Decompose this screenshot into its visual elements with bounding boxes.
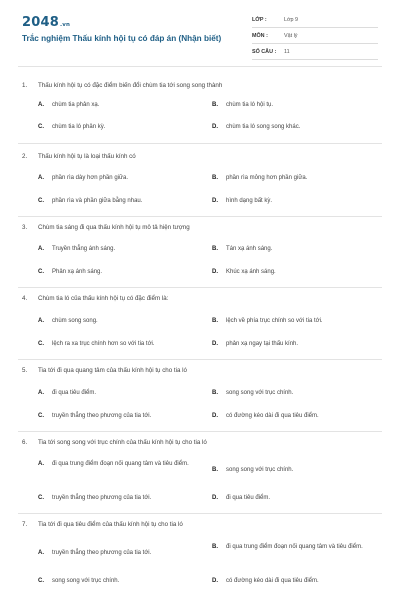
answer-option-a[interactable]: [38, 101, 208, 110]
option-text: có đường kéo dài đi qua tiêu điểm.: [226, 413, 319, 419]
option-letter: D.: [212, 495, 218, 502]
question-number: 7.: [22, 521, 28, 528]
answer-option-c[interactable]: [38, 577, 208, 586]
answer-option-a[interactable]: [38, 317, 208, 326]
meta-value: 11: [284, 49, 290, 55]
option-letter: A.: [38, 390, 44, 397]
answer-option-c[interactable]: [38, 123, 208, 132]
question-text: [22, 295, 168, 302]
option-letter: D.: [212, 578, 218, 585]
question-number: 5.: [22, 367, 28, 374]
question-text: [22, 224, 190, 231]
answer-option-c[interactable]: [38, 412, 208, 421]
meta-row-subject: [252, 30, 378, 44]
option-letter: B.: [212, 390, 218, 397]
option-letter: B.: [212, 102, 218, 109]
question-text: [22, 82, 222, 89]
answer-option-d[interactable]: [212, 577, 382, 586]
option-letter: D.: [212, 269, 218, 276]
answer-option-b[interactable]: [212, 466, 382, 475]
option-text: chùm song song.: [52, 318, 98, 324]
option-letter: C.: [38, 269, 44, 276]
meta-label: LỚP :: [252, 17, 267, 23]
section-divider: [18, 431, 382, 432]
meta-row-count: [252, 46, 378, 60]
question-text: [22, 521, 183, 528]
section-divider: [18, 287, 382, 288]
answer-option-b[interactable]: [212, 245, 382, 254]
option-letter: D.: [212, 124, 218, 131]
option-text: truyền thẳng theo phương của tia tới.: [52, 413, 152, 419]
option-text: song song với trục chính.: [226, 390, 294, 396]
option-letter: D.: [212, 198, 218, 205]
answer-option-d[interactable]: [212, 123, 382, 132]
option-text: Tán xạ ánh sáng.: [226, 246, 273, 252]
section-divider: [18, 216, 382, 217]
option-letter: D.: [212, 413, 218, 420]
option-text: hình dạng bất kỳ.: [226, 198, 273, 204]
answer-option-c[interactable]: [38, 340, 208, 349]
option-text: phản xạ ngay tại thấu kính.: [226, 341, 299, 347]
option-letter: B.: [212, 467, 218, 474]
option-text: phần rìa và phần giữa bằng nhau.: [52, 198, 143, 204]
option-text: chùm tia phản xạ.: [52, 102, 100, 108]
answer-option-d[interactable]: [212, 494, 382, 503]
question-stem: Tia tới đi qua tiêu điểm của thấu kính hội tụ cho tia ló: [38, 521, 183, 528]
question-number: 2.: [22, 153, 28, 160]
page-title: Trắc nghiệm Thấu kính hội tụ có đáp án (Nhận biết): [22, 34, 222, 43]
answer-option-a[interactable]: [38, 389, 208, 398]
answer-option-a[interactable]: [38, 460, 208, 469]
meta-value: Vật lý: [284, 33, 298, 39]
question-text: [22, 153, 136, 160]
option-letter: A.: [38, 318, 44, 325]
option-text: chùm tia ló phân kỳ.: [52, 124, 106, 130]
option-text: lệch ra xa trục chính hơn so với tia tới.: [52, 341, 155, 347]
option-letter: C.: [38, 124, 44, 131]
quiz-meta: [252, 14, 378, 62]
option-text: truyền thẳng theo phương của tia tới.: [52, 495, 152, 501]
answer-option-c[interactable]: [38, 197, 208, 206]
option-letter: C.: [38, 341, 44, 348]
question-number: 6.: [22, 439, 28, 446]
meta-value: Lớp 9: [284, 17, 299, 23]
option-letter: C.: [38, 413, 44, 420]
question-stem: Thấu kính hội tụ là loại thấu kính có: [38, 153, 136, 160]
option-text: lệch về phía trục chính so với tia tới.: [226, 318, 323, 324]
option-text: đi qua trung điểm đoạn nối quang tâm và tiêu điểm.: [226, 544, 363, 550]
option-text: đi qua tiêu điểm.: [226, 495, 271, 501]
section-divider: [18, 143, 382, 144]
meta-label: SỐ CÂU :: [252, 49, 277, 55]
answer-option-c[interactable]: [38, 268, 208, 277]
answer-option-b[interactable]: [212, 174, 382, 183]
logo-suffix: .vn: [59, 22, 71, 28]
answer-option-c[interactable]: [38, 494, 208, 503]
meta-label: MÔN :: [252, 33, 268, 39]
option-letter: A.: [38, 246, 44, 253]
answer-option-b[interactable]: [212, 317, 382, 326]
option-text: truyền thẳng theo phương của tia tới.: [52, 550, 152, 556]
option-letter: B.: [212, 318, 218, 325]
logo-text: 2048: [22, 15, 59, 30]
option-text: song song với trục chính.: [226, 467, 294, 473]
option-text: chùm tia ló song song khác.: [226, 124, 301, 130]
option-letter: C.: [38, 495, 44, 502]
answer-option-a[interactable]: [38, 549, 208, 558]
option-text: Khúc xạ ánh sáng.: [226, 269, 276, 275]
option-letter: B.: [212, 246, 218, 253]
option-letter: A.: [38, 175, 44, 182]
answer-option-d[interactable]: [212, 268, 382, 277]
question-stem: Chùm tia ló của thấu kính hội tụ có đặc điểm là:: [38, 295, 169, 302]
meta-row-class: [252, 14, 378, 28]
option-letter: C.: [38, 198, 44, 205]
answer-option-b[interactable]: [212, 101, 382, 110]
answer-option-b[interactable]: [212, 543, 382, 552]
option-text: phần rìa dày hơn phần giữa.: [52, 175, 129, 181]
answer-option-a[interactable]: [38, 245, 208, 254]
option-letter: A.: [38, 461, 44, 468]
section-divider: [18, 359, 382, 360]
question-stem: Chùm tia sáng đi qua thấu kính hội tụ mô tả hiện tượng: [38, 224, 190, 231]
question-number: 1.: [22, 82, 28, 89]
question-number: 4.: [22, 295, 28, 302]
question-number: 3.: [22, 224, 28, 231]
option-letter: D.: [212, 341, 218, 348]
option-text: đi qua tiêu điểm.: [52, 390, 97, 396]
question-stem: Tia tới đi qua quang tâm của thấu kính hội tụ cho tia ló: [38, 367, 187, 374]
option-text: chùm tia ló hội tụ.: [226, 102, 274, 108]
question-stem: Tia tới song song với trục chính của thấu kính hội tụ cho tia ló: [38, 439, 207, 446]
answer-option-a[interactable]: [38, 174, 208, 183]
option-letter: A.: [38, 550, 44, 557]
section-divider: [18, 513, 382, 514]
question-text: [22, 439, 207, 446]
answer-option-b[interactable]: [212, 389, 382, 398]
option-letter: B.: [212, 544, 218, 551]
answer-option-d[interactable]: [212, 340, 382, 349]
question-stem: Thấu kính hội tụ có đặc điểm biến đổi chùm tia tới song song thành: [38, 82, 223, 89]
option-text: đi qua trung điểm đoạn nối quang tâm và tiêu điểm.: [52, 461, 189, 467]
option-text: Phản xạ ánh sáng.: [52, 269, 103, 275]
option-letter: B.: [212, 175, 218, 182]
answer-option-d[interactable]: [212, 412, 382, 421]
option-text: có đường kéo dài đi qua tiêu điểm.: [226, 578, 319, 584]
option-text: song song với trục chính.: [52, 578, 120, 584]
option-letter: A.: [38, 102, 44, 109]
site-logo[interactable]: [22, 15, 70, 30]
page-header: [0, 0, 400, 66]
question-text: [22, 367, 187, 374]
option-text: Truyền thẳng ánh sáng.: [52, 246, 116, 252]
section-divider: [18, 66, 382, 67]
option-text: phần rìa mỏng hơn phần giữa.: [226, 175, 308, 181]
answer-option-d[interactable]: [212, 197, 382, 206]
option-letter: C.: [38, 578, 44, 585]
